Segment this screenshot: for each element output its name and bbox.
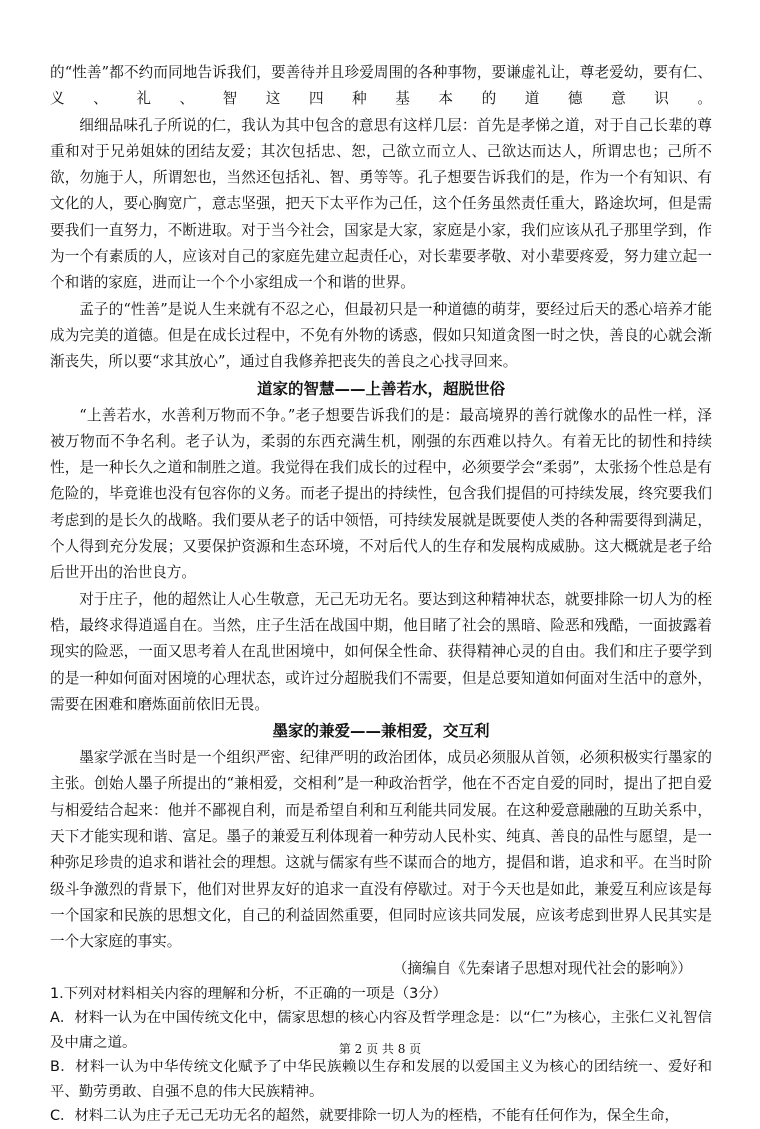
option-c: C．材料二认为庄子无己无功无名的超然，就要排除一切人为的桎梏，不能有任何作为，保全生命， <box>50 1108 679 1124</box>
paragraph-mencius: 孟子的“性善”是说人生来就有不忍之心，但最初只是一种道德的萌芽，要经过后天的悉心培养才能成为完美的道德。但是在成长过程中，不免有外物的诱惑，假如只知道贪图一时之快，善良的心就会渐渐丧失，所以要“求其放心”，通过自我修养把丧失的善良之心找寻回来。 <box>50 300 712 371</box>
question-stem: 1.下列对材料相关内容的理解和分析，不正确的一项是（3分） <box>50 985 448 1002</box>
source-note: （摘编自《先秦诸子思想对现代社会的影响》） <box>392 959 692 977</box>
paragraph-confucius-ren: 细细品味孔子所说的仁，我认为其中包含的意思有这样几层：首先是孝悌之道，对于自己长辈的尊重和对于兄弟姐妹的团结友爱；其次包括忠、恕，己欲立而立人、己欲达而达人，所谓忠也；己所不欲，勿施于人，所谓恕也，当然还包括礼、智、勇等等。孔子想要告诉我们的是，作为一个有知识、有文化的人，要心胸宽广，意志坚强，把天下太平作为己任，这个任务虽然责任重大，路途坎坷，但是需要我们一直努力，不断进取。对于当今社会，国家是大家，家庭是小家，我们应该从孔子那里学到，作为一个有素质的人，应该对自己的家庭先建立起责任心，对长辈要孝敬、对小辈要疼爱，努力建立起一个和谐的家庭，进而让一个个小家组成一个和谐的世界。 <box>50 116 712 292</box>
document-page <box>50 60 712 1129</box>
paragraph-zhuangzi: 对于庄子，他的超然让人心生敬意，无己无功无名。要达到这种精神状态，就要排除一切人为的桎梏，最终求得逍遥自在。当然，庄子生活在战国中期，他目睹了社会的黑暗、险恶和残酷，一面披露着现实的险恶，一面又思考着人在乱世困境中，如何保全性命、获得精神心灵的自由。我们和庄子要学到的是一种如何面对困境的心理状态，或许过分超脱我们不需要，但是总要知道如何面对生活中的意外，需要在困难和磨炼面前依旧无畏。 <box>50 590 712 713</box>
paragraph-laozi: “上善若水，水善利万物而不争。”老子想要告诉我们的是：最高境界的善行就像水的品性一样，泽被万物而不争名利。老子认为，柔弱的东西充满生机，刚强的东西难以持久。有着无比的韧性和持续性，是一种长久之道和制胜之道。我觉得在我们成长的过程中，必须要学会“柔弱”，太张扬个性总是有危险的，毕竟谁也没有包容你的义务。而老子提出的持续性，包含我们提倡的可持续发展，终究要我们考虑到的是长久的战略。我们要从老子的话中领悟，可持续发展就是既要使人类的各种需要得到满足，个人得到充分发展；又要保护资源和生态环境，不对后代人的生存和发展构成威胁。这大概就是老子给后世开出的治世良方。 <box>50 406 712 582</box>
paragraph-continued: 的“性善”都不约而同地告诉我们，要善待并且珍爱周围的各种事物，要谦虚礼让，尊老爱幼，要有仁、义、礼、智这四种基本的道德意识。 <box>50 64 712 108</box>
paragraph-mozi: 墨家学派在当时是一个组织严密、纪律严明的政治团体，成员必须服从首领，必须积极实行墨家的主张。创始人墨子所提出的“兼相爱，交相利”是一种政治哲学，他在不否定自爱的同时，提出了把自爱与相爱结合起来：他并不鄙视自利，而是希望自利和互利能共同发展。在这种爱意融融的互助关系中，天下才能实现和谐、富足。墨子的兼爱互利体现着一种劳动人民朴实、纯真、善良的品性与愿望，是一种弥足珍贵的追求和谐社会的理想。这就与儒家有些不谋而合的地方，提倡和谐，追求和平。在当时阶级斗争激烈的背景下，他们对世界友好的追求一直没有停歇过。对于今天也是如此，兼爱互利应该是每一个国家和民族的思想文化，自己的利益固然重要，但同时应该共同发展，应该考虑到世界人民其实是一个大家庭的事实。 <box>50 749 712 951</box>
option-b: B．材料一认为中华传统文化赋予了中华民族赖以生存和发展的以爱国主义为核心的团结统一、爱好和平、勤劳勇敢、自强不息的伟大民族精神。 <box>50 1059 712 1100</box>
section-heading-dao: 道家的智慧——上善若水，超脱世俗 <box>256 379 505 398</box>
page-footer: 第 2 页 共 8 页 <box>338 1042 422 1056</box>
section-heading-mo: 墨家的兼爱——兼相爱，交互利 <box>272 722 490 741</box>
option-a: A．材料一认为在中国传统文化中，儒家思想的核心内容及哲学理念是：以“仁”为核心，主张仁义礼智信及中庸之道。 <box>50 1010 712 1051</box>
